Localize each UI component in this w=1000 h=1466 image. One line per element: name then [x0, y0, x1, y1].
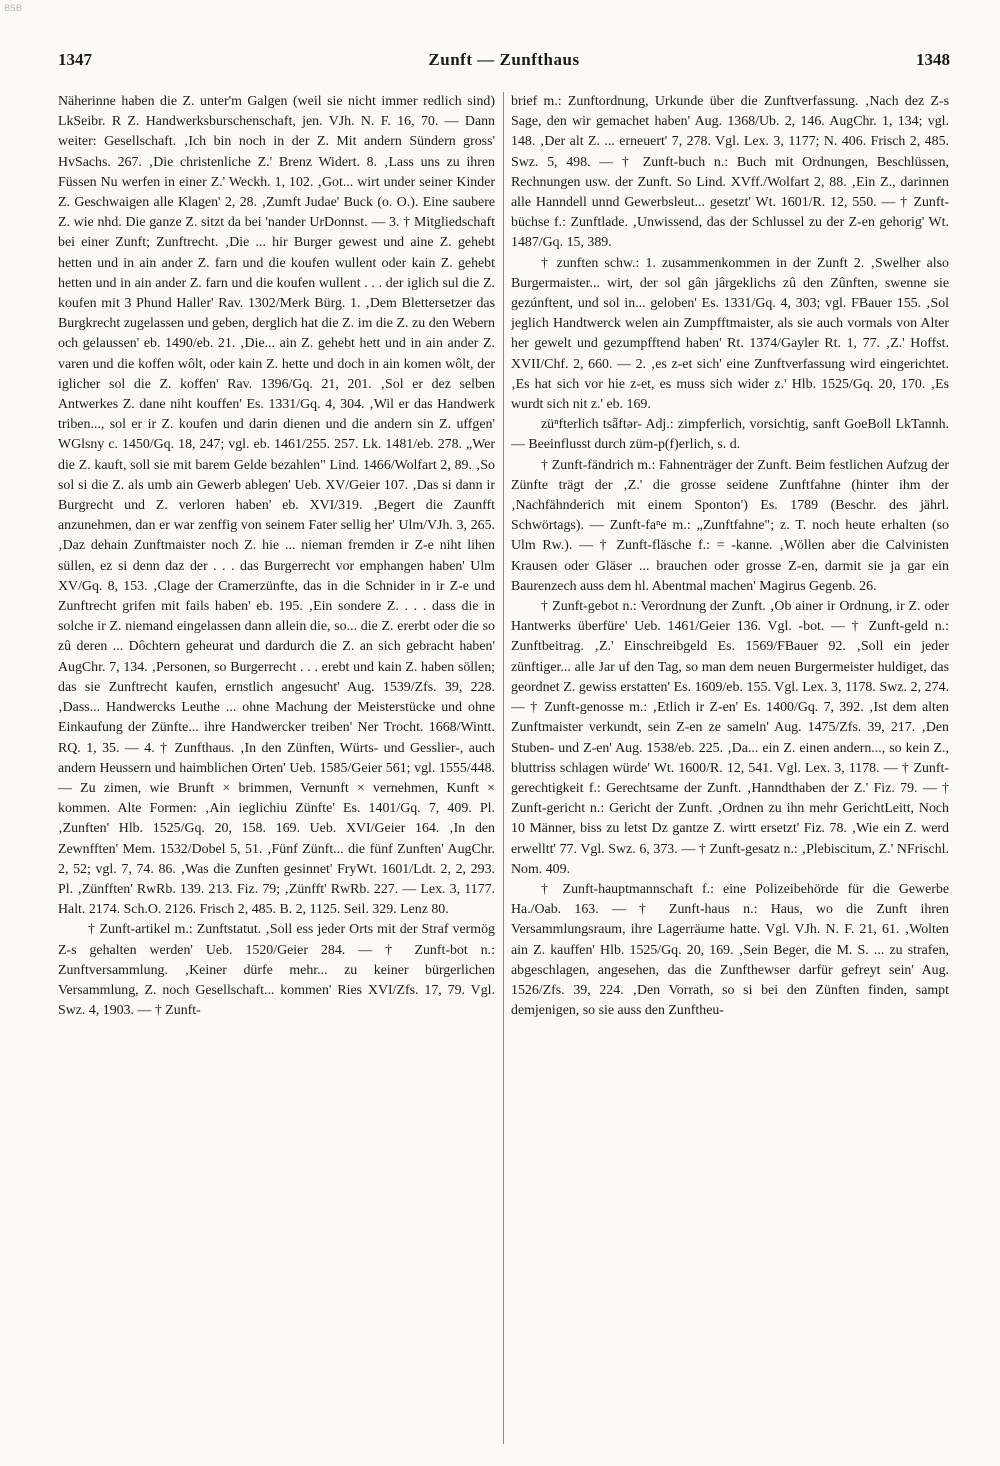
column-divider — [503, 92, 504, 1444]
right-paragraph-5: † Zunft-gebot n.: Verordnung der Zunft. ‚Ob ainer ir Ordnung, ir Z. oder Hantwerks überfüre' Ueb. 1461/Geier 136. Vgl. -bot. — † Zunft-geld n.: Zunftbeitrag. ‚Z.' Einschreibgeld Es. 1569/FBauer 92. ‚Soll ein jeder zünftiger... alle Jar uf den Tag, so man dem neuen Burgermeister huldiget, das geordnet Z. gewiss erstatten' Es. 1609/eb. 155. Vgl. Lex. 3, 1178. Swz. 2, 274. — † Zunft-genosse m.: ‚Etlich ir Z-en' Es. 1400/Gq. 7, 392. ‚Ist dem alten Zunftmaister verkundt, sein Z-en ze sameln' Aug. 1475/Zfs. 39, 217. ‚Den Stuben- und Z-en' Aug. 1538/eb. 225. ‚Da... ein Z. einen andern..., so kein Z., bluttriss schlagen würde' Wt. 1600/R. 12, 541. Vgl. Lex. 3, 1178. — † Zunft-gerechtigkeit f.: Gerechtsame der Zunft. ‚Hanndthaben der Z.' Fiz. 79. — † Zunft-gericht n.: Gericht der Zunft. ‚Ordnen zu ihn mehr GerichtLeitt, Noch 10 Männer, biss zu letst Dz gantze Z. wirtt ersetzt' Fiz. 78. ‚Wie ein Z. werd erwelltt' 77. Vgl. Swz. 6, 373. — † Zunft-gesatz n.: ‚Plebiscitum, Z.' NFrischl. Nom. 409. — [511, 599, 949, 877]
right-paragraph-4: † Zunft-fändrich m.: Fahnenträger der Zunft. Beim festlichen Aufzug der Zünfte trägt der ‚Z.' die grosse seidene Zunftfahne (hinter ihm der ‚Nachfähnderich mit einem Sponton') Es. 1789 (Beschr. des jährl. Schwörtags). — Zunft-faⁿe m.: „Zunftfahne"; z. T. noch heute erhalten (so Ulm Rw.). — † Zunft-fläsche f.: = -kanne. ‚Wöllen aber die Calvinisten Krausen oder Gläser ... brauchen oder grosse Z-en, darmit sie ja gar ein Baurenzech auss dem hl. Abentmal machen' Magirus Gegenb. 26. — [511, 457, 949, 594]
right-paragraph-6: † Zunft-hauptmannschaft f.: eine Polizeibehörde für die Gewerbe Ha./Oab. 163. — † Zunft-haus n.: Haus, wo die Zunft ihren Versammlungsraum, ihre Lagerräume hatte. Vgl. VJh. N. F. 21, 61. ‚Wolten ain Z. kauffen' Hlb. 1525/Gq. 20, 169. ‚Sein Beger, die M. S. ... zu strafen, abgeschlagen, angesehen, das die Zunfthewser darfür gefreyt sein' Aug. 1526/Zfs. 39, 224. ‚Den Vorrath, so si bei den Zünften finden, sampt demjenigen, so sie auss den Zunftheu- — [511, 881, 949, 1019]
right-column — [511, 92, 949, 1448]
left-paragraph-1: Näherinne haben die Z. unter'm Galgen (weil sie nicht immer redlich sind) LkSeibr. R Z. Handwerksburschenschaft, jen. VJh. N. F. 16, 70. — Dann weiter: Gesellschaft. ‚Ich bin noch in der Z. Mit andern Sündern gross' HvSachs. 267. ‚Die christenliche Z.' Brenz Widert. 8. ‚Lass uns zu ihren Füssen Nu werfen in einer Z.' Weckh. 1, 102. ‚Got... wirt under seiner Kinder Z. Geschwaigen alle Klagen' 2, 28. ‚Zumft Judae' Buck (o. O.). Eine saubere Z. wie nhd. Die ganze Z. sitzt da bei 'nander UrDonnst. — 3. † Mitgliedschaft bei einer Zunft; Zunftrecht. ‚Die ... hir Burger gewest und aine Z. gehebt hetten und in ain ander Z. farn und die koufen wullent oder kain Z. gehebt hetten und in ain ander Z. farn und die koufen wullent . . . der iglich sul die Z. koufen mit 3 Phund Haller' Rav. 1302/Merk Bürg. 1. ‚Dem Blettersetzer das Burgkrecht zugelassen und geben, derglich hat die Z. im die Z. zu den Webern och gelaussen' eb. 1490/eb. 21. ‚Die... ain Z. gehebt hett und in ain ander Z. varen und die koffen wôlt, oder kain Z. hette und doch in ain komen wôlt, der iglicher sol die Z. koffen' Rav. 1396/Gq. 21, 201. ‚Sol er dez selben Antwerkes Z. dane niht kouffen' Es. 1331/Gq. 4, 304. ‚Wil er das Handwerk triben..., sol er ir Z. koufen und darin dienen und die andern sin Z. uffgen' WGlsny c. 1450/Gq. 18, 247; vgl. eb. 1461/255. 257. Lk. 1481/eb. 278. „Wer die Z. kauft, soll sie mit barem Gelde bezahlen" Lind. 1466/Wolfart 2, 89. ‚So sol si die Z. als umb ain Gewerb ablegen' Ueb. XV/Geier 107. ‚Das si dann ir Burgrecht und Z. verloren haben' eb. XVI/319. ‚Begert die Zaunfft anzunehmen, dan er war zenffig von seinem Fater sellig her' Ulm/VJh. 3, 265. ‚Daz dehain Zunftmaister noch Z. hie ... nieman fremden ir Z-e niht lihen süllen, ez si denn daz der . . . das Burgerrecht vor emphangen haben' Ulm XV/Gq. 8, 153. ‚Clage der Cramerzünfte, das in die Schnider in ir Z-e und Zunftrecht grifen mit fails haben' eb. 195. ‚Ein sondere Z. . . . dass die in solche ir Z. niemand eingelassen dann allein die, so... die Z. ererbt oder die so zû deren ... Dôchtern geheurat und dardurch die Z. an sich gebracht haben' AugChr. 7, 134. ‚Personen, so Burgerrecht . . . erebt und kain Z. haben söllen; das sie Zunftrecht kaufen, ernstlich angesucht' Aug. 1539/Zfs. 39, 228. ‚Dass... Handwercks Leuthe ... ohne Machung der Meisterstücke und ohne Einkaufung der Zünfte... ihre Handwercker treiben' Ner Trocht. 1668/Wintt. RQ. 1, 35. — 4. † Zunfthaus. ‚In den Zünften, Würts- und Gesslier-, auch andern Heussern und haimblichen Orten' Ueb. 1585/Geier 561; vgl. 1555/448. — Zu zimen, wie Brunft × brimmen, Vernunft × vernehmen, Kunft × kommen. Alte Formen: ‚Ain ieglichiu Zünfte' Es. 1401/Gq. 7, 409. Pl. ‚Zunften' Hlb. 1525/Gq. 20, 158. 169. Ueb. XVI/Geier 164. ‚In den Zewnfften' Mem. 1532/Dobel 5, 51. ‚Fünf Zünft... die fünf Zunften' AugChr. 2, 52; vgl. 7, 74. 86. ‚Was die Zunften gesinnet' FryWt. 1601/Ldt. 2, 2, 293. Pl. ‚Zünfften' RwRb. 139. 213. Fiz. 79; ‚Zünfft' RwRb. 227. — Lex. 3, 1177. Halt. 2174. Sch.O. 2126. Frisch 2, 485. B. 2, 1125. Seil. 329. Lenz 80. — [58, 94, 495, 918]
page-header — [58, 50, 950, 76]
page-number-left: 1347 — [58, 50, 92, 69]
library-stamp: BSB — [4, 4, 22, 14]
left-column — [58, 92, 495, 1448]
page-number-right: 1348 — [916, 50, 950, 69]
right-paragraph-2: † zunften schw.: 1. zusammenkommen in der Zunft 2. ‚Swelher also Burgermaister... wirt, der sol gân jârgeklichs zû den Zûnften, swenne sie gezúnftent, und sol in... geloben' Es. 1331/Gq. 4, 303; vgl. FBauer 155. ‚Sol jeglich Handtwerck welen ain Zumpfftmaister, als sie auch vormals von Alter her gewelt und gezumpfftend haben' Rt. 1374/Gayler Rt. 1, 77. ‚Z.' Hoffst. XVII/Chf. 2, 660. — 2. ‚es z-et sich' eine Zunftverfassung wird eingerichtet. ‚Es hat sich vor hie z-et, es muss sich wider z.' Hlb. 1525/Gq. 20, 170. ‚Es wurdt sich nit z.' eb. 169. — [511, 255, 949, 413]
right-paragraph-1: brief m.: Zunftordnung, Urkunde über die Zunftverfassung. ‚Nach dez Z-s Sage, den wir gemachet haben' Aug. 1368/Ub. 2, 146. AugChr. 1, 134; vgl. 148. ‚Der alt Z. ... erneuert' 7, 278. Vgl. Lex. 3, 1177; N. 406. Frisch 2, 485. Swz. 5, 498. — † Zunft-buch n.: Buch mit Ordnungen, Beschlüssen, Rechnungen usw. der Zunft. So Lind. XVff./Wolfart 2, 88. ‚Ein Z., darinnen alle Hanndell unnd Gewerbsleut... gesetzt' Wt. 1601/R. 12, 550. — † Zunft-büchse f.: Zunftlade. ‚Unwissend, das der Schlussel zu der Z-en gehorig' Wt. 1487/Gq. 15, 389. — [511, 94, 949, 251]
right-paragraph-3: züⁿfterlich tsǟftər- Adj.: zimpferlich, vorsichtig, sanft GoeBoll LkTannh. — Beeinflusst durch züm-p(f)erlich, s. d. — [511, 417, 949, 453]
running-title: Zunft — Zunfthaus — [428, 50, 580, 69]
left-paragraph-2: † Zunft-artikel m.: Zunftstatut. ‚Soll ess jeder Orts mit der Straf vermög Z-s gehalten werden' Ueb. 1520/Geier 284. — † Zunft-bot n.: Zunftversammlung. ‚Keiner dürfe mehr... zu keiner bürgerlichen Versammlung, Z. noch Gesellschaft... kommen' Ries XVI/Zfs. 17, 79. Vgl. Swz. 4, 1903. — † Zunft- — [58, 922, 495, 1019]
